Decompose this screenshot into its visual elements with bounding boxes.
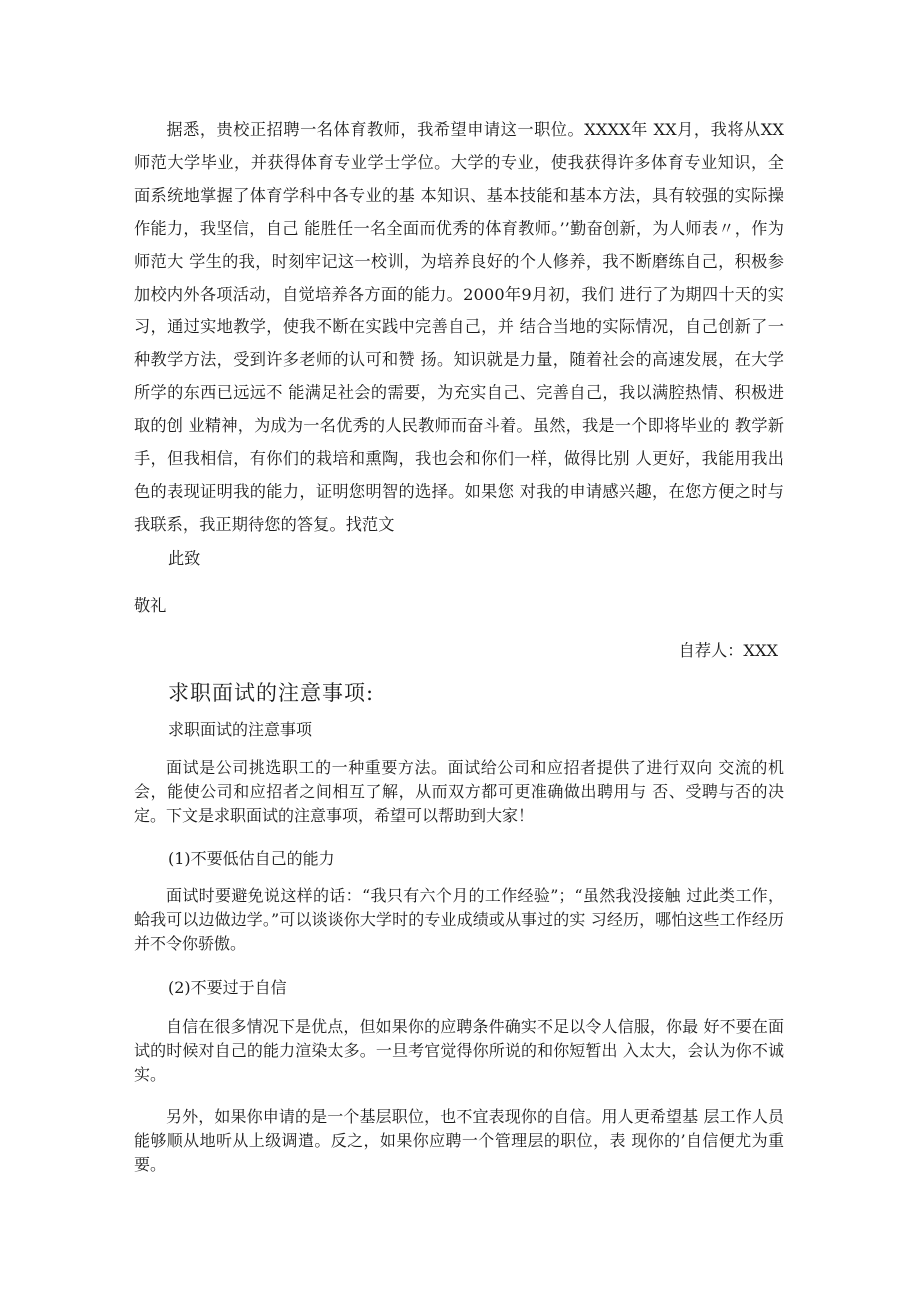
item-1-title: (1)不要低估自己的能力 bbox=[168, 849, 335, 868]
letter-signature: 自荐人：XXX bbox=[678, 641, 778, 660]
letter-closing-1: 此致 bbox=[168, 549, 201, 568]
item-2-text: 自信在很多情况下是优点，但如果你的应聘条件确实不足以令人信服，你最 好不要在面试的时候对自己的能力渲染太多。一旦考官觉得你所说的和你短暂出 入太大，会认为你不诚实。 bbox=[134, 1017, 784, 1084]
letter-closing-2: 敬礼 bbox=[134, 596, 167, 615]
item-2-text-2: 另外，如果你申请的是一个基层职位，也不宜表现你的自信。用人更希望基 层工作人员能够顺从地听从上级调遣。反之，如果你应聘一个管理层的职位，表 现你的’自信便尤为重要。 bbox=[134, 1107, 784, 1174]
letter-body: 据悉，贵校正招聘一名体育教师，我希望申请这一职位。XXXX年 XX月，我将从XX师范大学毕业，并获得体育专业学士学位。大学的专业，使我获得许多体育专业知识，全面系统地掌握了体育学科中各专业的基 本知识、基本技能和基本方法，具有较强的实际操作能力，我坚信，自己 能胜任一名全面而优秀的体育教师。’’勤奋创新，为人师表〃，作为师范大 学生的我，时刻牢记这一校训，为培养良好的个人修养，我不断磨练自己，积极参加校内外各项活动，自觉培养各方面的能力。2000年9月初，我们 进行了为期四十天的实习，通过实地教学，使我不断在实践中完善自己，并 结合当地的实际情况，自己创新了一种教学方法，受到许多老师的认可和赞 扬。知识就是力量，随着社会的高速发展，在大学所学的东西已远远不 能满足社会的需要，为充实自己、完善自己，我以满腔热情、积极进取的创 业精神，为成为一名优秀的人民教师而奋斗着。虽然，我是一个即将毕业的 教学新手，但我相信，有你们的栽培和熏陶，我也会和你们一样，做得比别 人更好，我能用我出色的表现证明我的能力，证明您明智的选择。如果您 对我的申请感兴趣，在您方便之时与我联系，我正期待您的答复。找范文 bbox=[134, 120, 784, 534]
article-subheading: 求职面试的注意事项 bbox=[168, 720, 313, 739]
item-1-text: 面试时要避免说这样的话：“我只有六个月的工作经验”；“虽然我没接触 过此类工作，蛤我可以边做边学。”可以谈谈你大学时的专业成绩或从事过的实 习经历，哪怕这些工作经历并不令你骄傲。 bbox=[134, 886, 784, 953]
article-intro: 面试是公司挑选职工的一种重要方法。面试给公司和应招者提供了进行双向 交流的机会，能使公司和应招者之间相互了解，从而双方都可更准确做出聘用与 否、受聘与否的决定。下文是求职面试的注意事项，希望可以帮助到大家！ bbox=[134, 758, 784, 825]
article-heading: 求职面试的注意事项: bbox=[168, 681, 375, 705]
item-2-title: (2)不要过于自信 bbox=[168, 978, 287, 997]
